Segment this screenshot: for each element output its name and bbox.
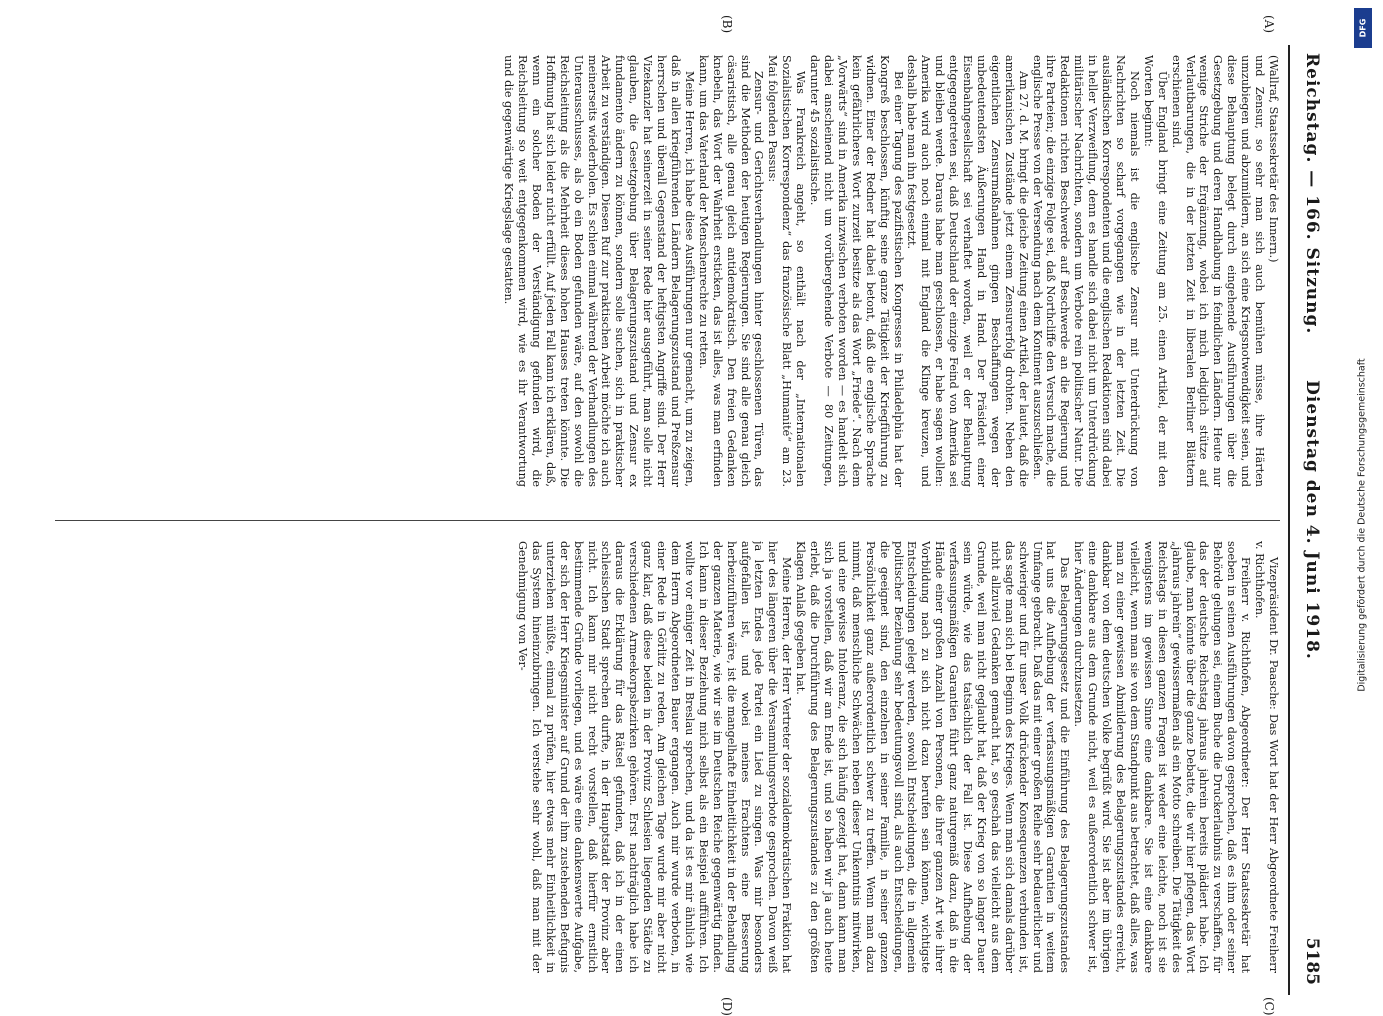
dfg-badge-text: DFG (1358, 18, 1368, 38)
paragraph: Noch niemals ist die englische Zensur mit Unterdrückung von Nachrichten so scharf vorgegangen wie in der letzten Zeit. Die ausländischen Korrespondenten und die englischen Redaktionen sind dabei in heller Verzweiflung, denn es handle sich dabei nicht um Unterdrückung militärischer Nachrichten, sondern um Verbote rein politischer Natur. Die Redaktionen richten Beschwerde auf Beschwerde an die Regierung und ihre Parteien; die einzige Folge sei, daß Northcliffe den Versuch mache, die englische Presse von der Versendung nach dem Kontinent auszuschließen. (1030, 55, 1141, 487)
dfg-logo (1354, 8, 1372, 48)
paragraph: Vizepräsident Dr. Paasche: Das Wort hat der Herr Abgeordnete Freiherr v. Richthofen. (1253, 541, 1280, 973)
paragraph: Bei einer Tagung des pazifistischen Kongresses in Philadelphia hat der Kongreß beschlossen, künftig seine ganze Tätigkeit der Kriegführung zu widmen. Einer der Redner hat dabei betont, daß die englische Sprache kein gefährlicheres Wort zurzeit besitze als das Wort „Friede“. Nach dem „Vorwärts“ sind in Amerika inzwischen verboten worden — es handelt sich dabei anscheinend nicht um vorübergehende Verbote — 80 Zeitungen, darunter 45 sozialistische. (808, 55, 905, 487)
paragraph: Meine Herren, der Herr Vertreter der sozialdemokratischen Fraktion hat hier des längeren über die Versammlungsverbote gesprochen. Davon weiß ja letzten Endes jede Partei ein Lied zu singen. Was mir besonders aufgefallen ist, und wobei meines Erachtens eine Besserung herbeizuführen wäre, ist die mangelhafte Einheitlichkeit in der Behandlung der ganzen Materie, wie wir sie im Deutschen Reiche gegenwärtig finden. Ich kann in dieser Beziehung mich selbst als ein Beispiel aufführen. Ich wollte vor einiger Zeit in Breslau sprechen, und da ist es mir ähnlich wie dem Herrn Abgeordneten Bauer ergangen. Auch mir wurde verboten, in einer Rede in Görlitz zu reden. Am gleichen Tage wurde mir aber nicht ganz klar, daß diese beiden in der Provinz Schlesien liegenden Städte zu verschiedenen Armeekorpsbezirken gehören. Erst nachträglich habe ich daraus die Erklärung für das Rätsel gefunden, daß ich in der einen schlesischen Stadt sprechen durfte, in der Hauptstadt der Provinz aber nicht. Ich kann mir nicht recht vorstellen, daß hierfür ernstlich bestimmende Gründe vorliegen, und es wäre eine dankenswerte Aufgabe, der sich der Herr Kriegsminister auf Grund der ihm zustehenden Befugnis unterziehen müßte, einmal zu prüfen, hier etwas mehr Einheitlichkeit in das System hineinzubringen. Ich verstehe sehr wohl, daß man mit der Genehmigung von Ver- (516, 541, 794, 973)
margin-marker-c: (C) (1262, 997, 1276, 1016)
paragraph: Über England bringt eine Zeitung am 25. einen Artikel, der mit den Worten beginnt: (1141, 55, 1169, 487)
margin-marker-d: (D) (720, 997, 734, 1016)
paragraph: Freiherr v. Richthofen, Abgeordneter: Der Herr Staatssekretär hat soeben in seinen Ausführungen davon gesprochen, daß es ihm oder seiner Behörde gelungen sei, einem Buche die Druckerlaubnis zu verschaffen, für das der deutsche Reichstag jahraus jahrein bereits plädiert habe. Ich glaube, man könnte über die ganze Debatte, die wir hier pflegen, das Wort „jahraus jahrein“ gewissermaßen als ein Motto schreiben. Die Tätigkeit des Reichstags in diesen ganzen Fragen ist weder eine leichte, noch ist sie wenigstens im gewissen Sinne eine dankbare. Sie ist eine dankbare vielleicht, wenn man sie von dem Standpunkt aus betrachtet, daß alles, was man zu einer gewissen Abmilderung des Belagerungszustandes erreicht, dankbar von dem deutschen Volke begrüßt wird. Sie ist aber im übrigen eine dankbare aus dem Grunde nicht, weil es außerordentlich schwer ist, hier Änderungen durchzusetzen. (1072, 541, 1253, 973)
right-column (55, 541, 1280, 973)
left-column (55, 55, 1280, 487)
header-session: Reichstag. — 166. Sitzung. (1302, 53, 1322, 335)
speaker-tag: (Wallraf, Staatssekretär des Innern.) (1267, 55, 1280, 263)
column-divider (55, 520, 1280, 521)
digitization-note (1350, 60, 1374, 990)
paragraph: Das Belagerungsgesetz und die Einführung des Belagerungszustandes hat uns die Aufhebung der verfassungsmäßigen Garantien in weitem Umfange gebracht. Daß das mit einer großen Reihe sehr bedauerlicher und schwieriger und für unser Volk drückender Konsequenzen verbunden ist, das sagte man sich bei Beginn des Krieges. Wenn man sich damals darüber nicht allzuviel Gedanken gemacht hat, so geschah das vielleicht aus dem Grunde, weil man nicht geglaubt hat, daß der Krieg von so langer Dauer sein würde, wie das tatsächlich der Fall ist. Diese Aufhebung der verfassungsmäßigen Garantien führt ganz naturgemäß dazu, daß in die Hände einer großen Anzahl von Personen, die ihrer ganzen Art wie ihrer Vorbildung nach zu sich nicht dazu berufen sein können, wichtigste Entscheidungen gelegt werden, sowohl Entscheidungen, die in allgemein politischer Beziehung sehr bedeutungsvoll sind, als auch Entscheidungen, die geeignet sind, den einzelnen in seiner Familie, in seiner ganzen Persönlichkeit ganz außerordentlich schwer zu treffen. Wenn man dazu nimmt, daß menschliche Schwächen neben dieser Unkenntnis mitwirken, und eine gewisse Intoleranz, die sich häufig gezeigt hat, dann kann man sich ja vorstellen, daß wir am Ende ist, und so haben wir ja auch heute erlebt, daß die Durchführung des Belagerungszustandes zu den größten Klagen Anlaß gegeben hat. (794, 541, 1072, 973)
paragraph: Was Frankreich angeht, so enthält nach der „Internationalen Sozialistischen Korrespondenz“ das französische Blatt „Humanité“ am 23. Mai folgenden Passus: (766, 55, 808, 487)
page-number: 5185 (1302, 937, 1322, 985)
paragraph: Meine Herren, ich habe diese Ausführungen nur gemacht, um zu zeigen, daß in allen kriegführenden Ländern Belagerungszustand und Preßzensur herrschen und überall Gegenstand der heftigsten Angriffe sind. Der Herr Vizekanzler hat seinerzeit in seiner Rede hier ausgeführt, man solle nicht glauben, die Gesetzgebung über Belagerungszustand und Zensur ex fundamento ändern zu können, sondern solle suchen, sich in praktischer Arbeit zu verständigen. Diesen Ruf zur praktischen Arbeit möchte ich auch meinerseits wiederholen. Es schien einmal während der Verhandlungen des Unterausschusses, als ob ein Boden gefunden wäre, auf den sowohl die Reichsleitung als die Mehrheit dieses hohen Hauses treten könnte. Die Hoffnung hat sich leider nicht erfüllt. Auf jeden Fall kann ich erklären, daß, wenn ein solcher Boden der Verständigung gefunden wird, die Reichsleitung so weit entgegenkommen wird, wie es ihr Verantwortung und die gegenwärtige Kriegslage gestatten. (502, 55, 696, 487)
paragraph: Zensur- und Gerichtsverhandlungen hinter geschlossenen Türen, das sind die Methoden der heutigen Regierungen. Sie sind alle genau gleich cäsaristisch, alle genau gleich antidemokratisch. Den freien Gedanken knebeln, das Wort der Wahrheit ersticken, das ist alles, was man erfinden kann, um das Vaterland der Menschenrechte zu retten. (696, 55, 766, 487)
margin-marker-b: (B) (720, 15, 734, 34)
paragraph: und Zensur, so sehr man sich auch bemühen müsse, ihre Härten umzubiegen und abzumildern, an sich eine Kriegsnotwendigkeit seien, und diese Behauptung belegt durch eingehende Ausführungen über die Gesetzgebung und deren Handhabung in feindlichen Ländern. Heute nur wenige Striche der Ergänzung, wobei ich mich lediglich stütze auf Verlautbarungen, die in der letzten Zeit in liberalen Berliner Blättern erschienen sind. (1169, 55, 1267, 487)
header-date: Dienstag den 4. Juni 1918. (1302, 380, 1322, 660)
page-header (1288, 45, 1334, 995)
rotated-document-page (34, 15, 1334, 1016)
digitization-note-text: Digitalisierung gefördert durch die Deutsche Forschungsgemeinschaft (1356, 358, 1368, 692)
margin-marker-a: (A) (1262, 15, 1276, 34)
paragraph: Am 27. d. M. bringt die gleiche Zeitung einen Artikel, der lautet, daß die amerikanischen Zustände jetzt einem Zensurerfolg drohten. Neben den eigentlichen Zensurmaßnahmen gingen Beschaffungen wegen der unbedeutendsten Äußerungen Hand in Hand. Der Präsident einer Eisenbahngesellschaft sei verhaftet worden, weil er der Behauptung entgegengetreten sei, daß Deutschland der einzige Feind von Amerika sei und bleiben werde. Daraus habe man geschlossen, er habe sagen wollen: Amerika wird auch noch einmal mit England die Klinge kreuzen, und deshalb habe man ihn festgesetzt. (905, 55, 1030, 487)
